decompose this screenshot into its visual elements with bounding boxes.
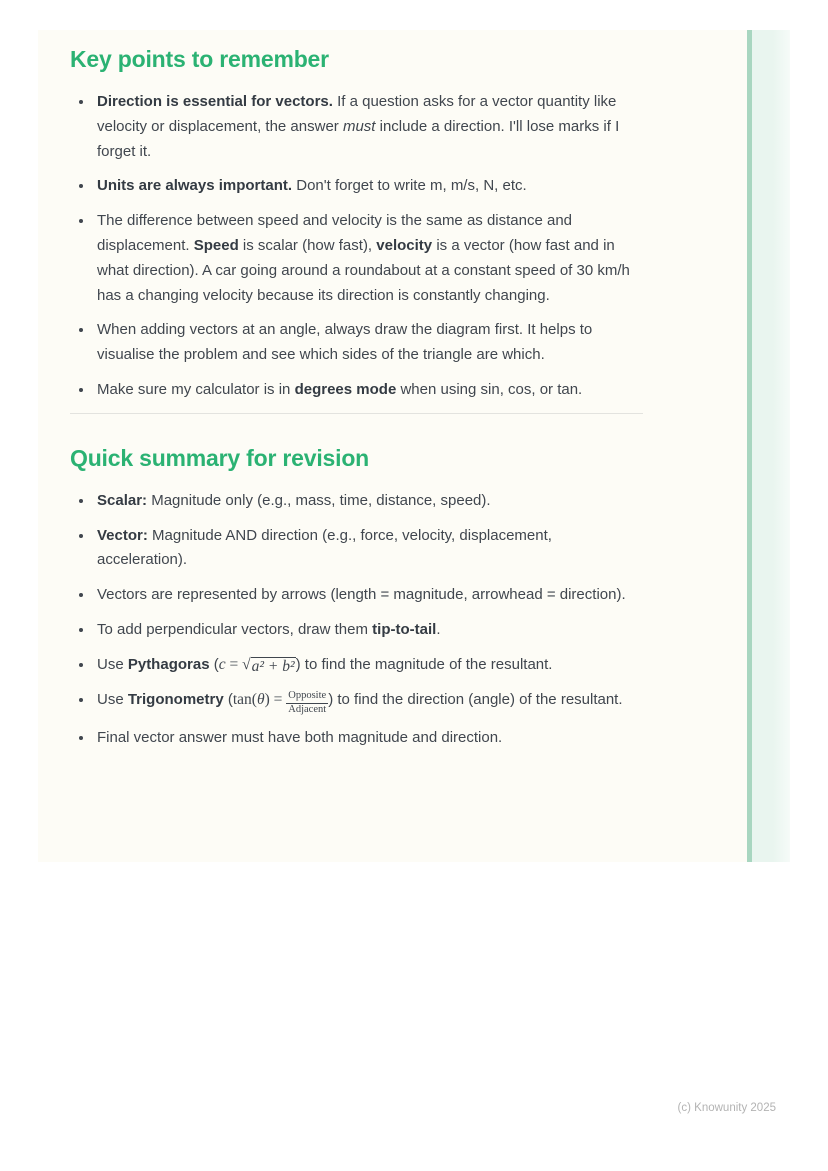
note-card — [38, 30, 790, 862]
text-segment: Units are always important. — [97, 177, 293, 195]
text-segment: = — [225, 655, 243, 673]
text-segment: is scalar (how fast), — [238, 236, 377, 254]
text-segment: . — [436, 620, 441, 638]
section-heading-key-points: Key points to remember — [70, 46, 329, 72]
bullet-item — [94, 583, 640, 608]
bullet-item — [94, 653, 640, 678]
text-segment: Magnitude only (e.g., mass, time, distance, speed). — [147, 491, 491, 509]
text-segment: If a question asks for a vector quantity like velocity or displacement, the answer — [97, 93, 617, 135]
text-segment: When adding vectors at an angle, always draw the diagram first. It helps to visualise the problem and see which sides of the triangle are which. — [97, 321, 593, 364]
text-segment: Direction is essential for vectors. — [97, 93, 333, 110]
text-segment: ( — [209, 655, 219, 673]
bullet-item — [94, 489, 640, 514]
section-key-points — [70, 44, 640, 403]
bullet-item — [94, 209, 640, 308]
bullet-item — [94, 688, 640, 717]
text-segment: Don't forget to write m, m/s, N, etc. — [292, 177, 527, 195]
bullet-item — [94, 524, 640, 574]
text-segment: include a direction. I'll lose marks if I forget it. — [97, 117, 620, 160]
text-segment: ) = — [264, 690, 287, 708]
section-quick-summary — [70, 443, 640, 751]
text-segment: Pythagoras — [127, 655, 210, 673]
bullet-item — [94, 90, 640, 164]
text-segment: degrees mode — [294, 380, 397, 398]
text-segment: Speed — [193, 236, 239, 254]
square-root: √a² + b² — [242, 655, 295, 675]
text-segment: Vectors are represented by arrows (length = magnitude, arrowhead = direction). — [97, 586, 626, 604]
text-segment: ) to find the direction (angle) of the resultant. — [328, 690, 623, 708]
bullet-list-quick-summary — [70, 489, 640, 751]
bullet-item — [94, 726, 640, 751]
text-segment: ( — [223, 690, 233, 708]
text-segment: when using sin, cos, or tan. — [396, 380, 583, 398]
note-content — [38, 30, 790, 751]
footer-credit: (c) Knowunity 2025 — [677, 1102, 776, 1114]
text-segment: c — [218, 655, 226, 673]
bullet-item — [94, 318, 640, 368]
bullet-item — [94, 618, 640, 643]
text-segment: Magnitude AND direction (e.g., force, velocity, displacement, acceleration). — [97, 526, 552, 569]
text-segment: Scalar: — [97, 491, 148, 509]
text-segment: tan( — [232, 690, 257, 708]
text-segment: tip-to-tail — [372, 620, 437, 638]
side-accent-bar — [747, 30, 790, 862]
text-segment: Use — [97, 690, 128, 708]
text-segment: Vector: — [97, 526, 148, 544]
section-heading-quick-summary: Quick summary for revision — [70, 444, 370, 471]
text-segment: is a vector (how fast and in what direction). A car going around a roundabout at a constant speed of 30 km/h has a changing velocity because its direction is constantly changing. — [97, 236, 630, 304]
text-segment: must — [342, 117, 376, 135]
text-segment: Trigonometry — [127, 690, 224, 708]
text-segment: velocity — [376, 236, 433, 254]
bullet-item — [94, 378, 640, 403]
text-segment: To add perpendicular vectors, draw them — [97, 620, 373, 638]
text-segment: Use — [97, 655, 128, 673]
bullet-item — [94, 174, 640, 199]
fraction: $\frac{\text{Opposite}}{\text{Adjacent}}$ — [288, 689, 327, 715]
bullet-list-key-points — [70, 90, 640, 403]
text-segment: The difference between speed and velocity is the same as distance and displacement. — [97, 212, 573, 254]
text-segment: ) to find the magnitude of the resultant. — [295, 655, 553, 673]
section-divider — [70, 413, 643, 414]
text-segment: Final vector answer must have both magnitude and direction. — [97, 729, 503, 747]
text-segment: Make sure my calculator is in — [97, 380, 295, 398]
text-segment: θ — [256, 690, 265, 708]
